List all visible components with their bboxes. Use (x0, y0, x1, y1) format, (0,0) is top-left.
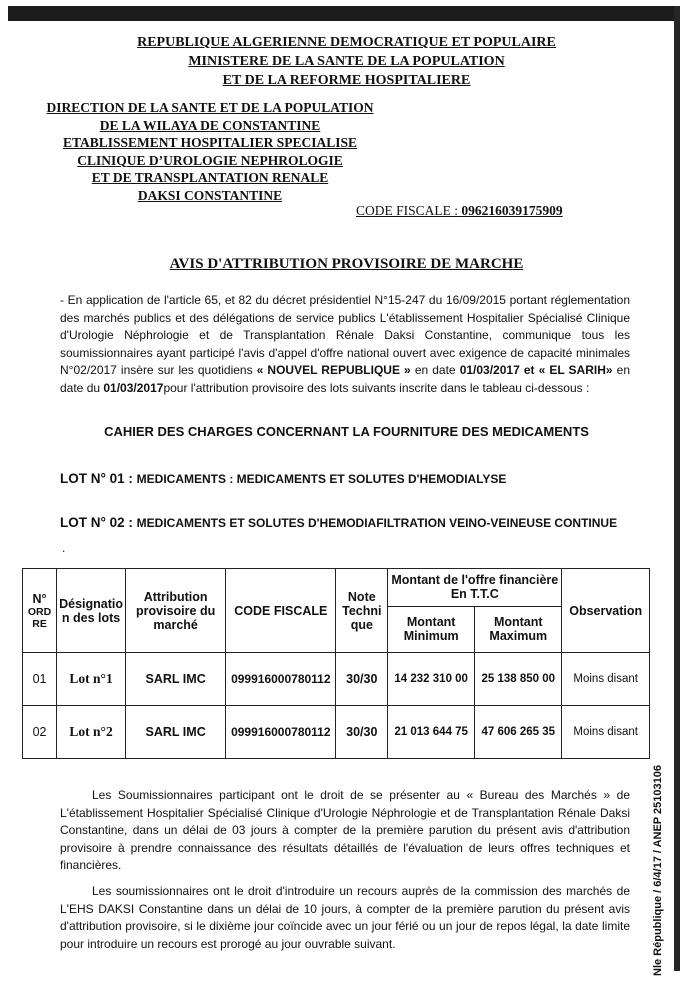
republic-heading: REPUBLIQUE ALGERIENNE DEMOCRATIQUE ET POPULAIRE (137, 35, 556, 50)
cell-number: 01 (23, 653, 57, 706)
fiscal-code-value: 096216039175909 (461, 203, 563, 218)
lot-label: LOT N° 02 : (60, 515, 133, 530)
cell-code: 099916000780112 (226, 653, 336, 706)
stray-dot: . (62, 541, 66, 555)
top-border-bar (8, 6, 680, 21)
header-cell-designation: Désignatio n des lots (57, 569, 126, 653)
intro-text: en date (410, 363, 460, 377)
header-cell-amount: Montant de l'offre financière En T.T.C (388, 569, 562, 607)
cell-code: 099916000780112 (226, 706, 336, 759)
direction-line: DIRECTION DE LA SANTE ET DE LA POPULATION (46, 100, 374, 115)
header-number-line: ORD (27, 605, 52, 618)
lot-label: LOT N° 01 : (60, 471, 133, 486)
direction-line: DAKSI CONSTANTINE (137, 187, 283, 203)
cell-maximum: 47 606 265 35 (475, 706, 562, 759)
intro-text: pour l'attribution provisoire des lots suivants inscrite dans le tableau ci-dessous : (163, 380, 590, 395)
lot-line (60, 471, 506, 486)
cell-lot: Lot n°1 (57, 653, 126, 706)
fiscal-code (356, 203, 563, 219)
lot-description: MEDICAMENTS ET SOLUTES D'HEMODIAFILTRATION VEINO-VEINEUSE CONTINUE (136, 516, 618, 530)
direction-block (0, 99, 420, 204)
ministry-heading-line2: ET DE LA REFORME HOSPITALIERE (222, 73, 471, 88)
cell-attribution: SARL IMC (126, 653, 226, 706)
header-cell-number (23, 569, 57, 653)
cell-lot: Lot n°2 (57, 706, 126, 759)
rights-paragraph: Les Soumissionnaires participant ont le droit de se présenter au « Bureau des Marchés » de L'établissement Hospitalier Spécialisé Clinique d'Urologie Néphrologie et de Transplantation Rénale Daksi Constantine, dans un délai de 03 jours à compter de la première parution du présent avis d'attribution provisoire à prendre connaissance des résultats détaillés de l'évaluation de leurs offres techniques et financières. (60, 788, 630, 872)
direction-line: ETABLISSEMENT HOSPITALIER SPECIALISE (62, 135, 358, 150)
notice-title: AVIS D'ATTRIBUTION PROVISOIRE DE MARCHE (169, 256, 524, 272)
appeal-paragraph: Les soumissionnaires ont le droit d'introduire un recours auprès de la commission des marchés de L'EHS DAKSI Constantine dans un délai de 10 jours, à compter de la première parution du présent avis d'attribution provisoire, si le dixième jour coïncide avec un jour férié ou un jour de repos légal, la date limite pour introduire un recours est prorogé au jour ouvrable suivant. (60, 884, 630, 951)
lot-line (60, 515, 617, 530)
publication-date: 01/03/2017 et (459, 363, 535, 377)
cell-attribution: SARL IMC (126, 706, 226, 759)
intro-text: en date du (60, 363, 630, 395)
cell-note: 30/30 (336, 706, 388, 759)
direction-line: DE LA WILAYA DE CONSTANTINE (99, 117, 321, 133)
cell-number: 02 (23, 706, 57, 759)
cell-note: 30/30 (336, 653, 388, 706)
award-table (22, 568, 650, 759)
intro-text: - En application de l'article 65, et 82 du décret présidentiel N°15-247 du 16/09/2015 portant réglementation des marchés publics et des délégations de service publics L'établissement Hospitalier Spécialisé Clinique d'Urologie Néphrologie et de Transplantation Rénale Daksi Constantine, communique tous les soumissionnaires ayant participé l'avis d'appel d'offre national ouvert avec exigence de capacité minimales N°02/2017 insère sur les quotidiens (60, 293, 630, 377)
direction-line: CLINIQUE D’UROLOGIE NEPHROLOGIE (77, 152, 343, 168)
newspaper-name: « NOUVEL REPUBLIQUE » (256, 363, 411, 377)
header-number-line: N° (32, 591, 47, 606)
specification-heading: CAHIER DES CHARGES CONCERNANT LA FOURNITURE DES MEDICAMENTS (104, 424, 589, 439)
cell-minimum: 14 232 310 00 (388, 653, 475, 706)
cell-maximum: 25 138 850 00 (475, 653, 562, 706)
header-cell-observation: Observation (562, 569, 650, 653)
fiscal-code-label: CODE FISCALE : (356, 203, 462, 218)
cell-observation: Moins disant (562, 706, 650, 759)
header-cell-code: CODE FISCALE (226, 569, 336, 653)
cell-observation: Moins disant (562, 653, 650, 706)
header-number-line: RE (32, 617, 47, 630)
table-row (23, 706, 650, 759)
header-cell-minimum: Montant Minimum (388, 606, 475, 652)
cell-minimum: 21 013 644 75 (388, 706, 475, 759)
header-cell-maximum: Montant Maximum (475, 606, 562, 652)
intro-paragraph (60, 292, 630, 397)
lot-description: MEDICAMENTS : MEDICAMENTS ET SOLUTES D'HEMODIALYSE (136, 472, 507, 486)
header-cell-note: Note Techni que (336, 569, 388, 653)
direction-line: ET DE TRANSPLANTATION RENALE (91, 170, 329, 185)
right-border-bar (674, 6, 680, 971)
header-cell-attribution: Attribution provisoire du marché (126, 569, 226, 653)
ministry-heading-line1: MINISTERE DE LA SANTE DE LA POPULATION (188, 54, 505, 69)
publication-reference: Nle République / 6/4/17 / ANEP 25103106 (652, 765, 664, 976)
publication-date: 01/03/2017 (103, 380, 164, 395)
newspaper-name: « EL SARIH» (534, 363, 613, 377)
table-header-row (23, 569, 650, 607)
table-row (23, 653, 650, 706)
